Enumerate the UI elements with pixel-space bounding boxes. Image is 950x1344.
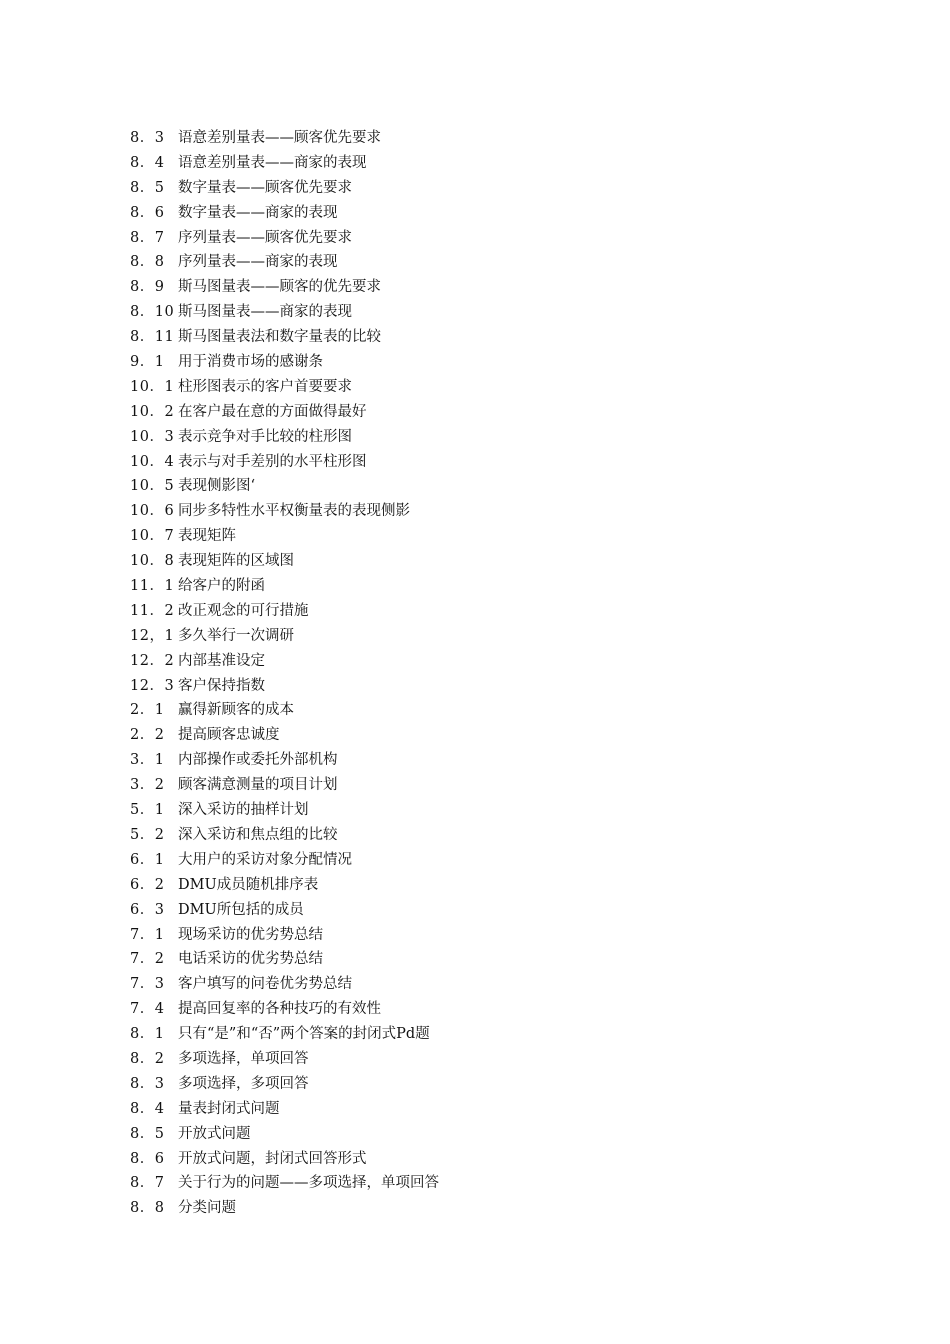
list-item [130, 250, 890, 275]
figure-number: 8．9 [130, 279, 165, 296]
list-item [130, 1022, 890, 1047]
list-item [130, 226, 890, 251]
figure-number: 11．1 [130, 578, 175, 595]
list-item [130, 997, 890, 1022]
list-item [130, 823, 890, 848]
list-item [130, 375, 890, 400]
list-item [130, 1122, 890, 1147]
figure-number: 8．1 [130, 1026, 165, 1043]
figure-number: 2．2 [130, 727, 165, 744]
figure-title: 斯马图量表法和数字量表的比较 [178, 329, 381, 346]
figure-title: 客户保持指数 [178, 677, 265, 694]
figure-list [130, 126, 890, 1221]
figure-title: 序列量表——商家的表现 [178, 254, 338, 271]
figure-title: 电话采访的优劣势总结 [178, 951, 323, 968]
list-item [130, 972, 890, 997]
list-item [130, 474, 890, 499]
list-item [130, 923, 890, 948]
figure-number: 8．3 [130, 130, 165, 146]
list-item [130, 624, 890, 649]
figure-number: 6．1 [130, 851, 165, 868]
figure-number: 2．1 [130, 702, 165, 719]
list-item [130, 425, 890, 450]
figure-number: 3．1 [130, 752, 165, 769]
list-item [130, 524, 890, 549]
list-item [130, 898, 890, 923]
figure-number: 11．2 [130, 602, 175, 619]
figure-title: 内部操作或委托外部机构 [178, 752, 338, 769]
figure-title: 表现矩阵 [178, 528, 236, 545]
list-item [130, 499, 890, 524]
figure-title: 关于行为的问题——多项选择，单项回答 [178, 1175, 439, 1192]
list-item [130, 599, 890, 624]
figure-number: 7．1 [130, 926, 165, 943]
figure-title: 内部基准设定 [178, 652, 265, 669]
figure-title: 表示竞争对手比较的柱形图 [178, 428, 352, 445]
figure-title: 表现矩阵的区域图 [178, 553, 294, 570]
list-item [130, 450, 890, 475]
list-item [130, 201, 890, 226]
figure-number: 7．4 [130, 1001, 165, 1018]
figure-title: 语意差别量表——商家的表现 [178, 154, 367, 171]
figure-number: 10．4 [130, 453, 175, 470]
figure-title: 赢得新顾客的成本 [178, 702, 294, 719]
figure-number: 8．6 [130, 1150, 165, 1167]
figure-title: 数字量表——顾客优先要求 [178, 179, 352, 196]
list-item [130, 674, 890, 699]
figure-number: 10．3 [130, 428, 175, 445]
figure-title: 只有“是”和“否”两个答案的封闭式Pd题 [178, 1026, 430, 1043]
figure-title: 提高顾客忠诚度 [178, 727, 280, 744]
figure-title: 表示与对手差别的水平柱形图 [178, 453, 367, 470]
figure-number: 8．4 [130, 154, 165, 171]
figure-title: 序列量表——顾客优先要求 [178, 229, 352, 246]
figure-number: 6．3 [130, 901, 165, 918]
figure-title: DMU所包括的成员 [178, 901, 304, 918]
figure-number: 5．1 [130, 802, 165, 819]
list-item [130, 350, 890, 375]
figure-title: 数字量表——商家的表现 [178, 204, 338, 221]
figure-number: 9．1 [130, 354, 165, 371]
figure-title: DMU成员随机排序表 [178, 876, 319, 893]
list-item [130, 649, 890, 674]
figure-number: 8．2 [130, 1050, 165, 1067]
figure-title: 语意差别量表——顾客优先要求 [178, 130, 381, 146]
figure-number: 8．6 [130, 204, 165, 221]
list-item [130, 748, 890, 773]
list-item [130, 947, 890, 972]
list-item [130, 275, 890, 300]
list-item [130, 400, 890, 425]
list-item [130, 1171, 890, 1196]
figure-title: 顾客满意测量的项目计划 [178, 777, 338, 794]
figure-title: 给客户的附函 [178, 578, 265, 595]
figure-number: 8．10 [130, 304, 175, 321]
figure-title: 提高回复率的各种技巧的有效性 [178, 1001, 381, 1018]
figure-title: 开放式问题 [178, 1125, 251, 1142]
list-item [130, 1196, 890, 1221]
list-item [130, 1097, 890, 1122]
figure-number: 12，1 [130, 627, 175, 644]
figure-number: 8．8 [130, 1200, 165, 1217]
figure-title: 同步多特性水平权衡量表的表现侧影 [178, 503, 410, 520]
figure-title: 用于消费市场的感谢条 [178, 354, 323, 371]
figure-title: 多久举行一次调研 [178, 627, 294, 644]
figure-title: 斯马图量表——顾客的优先要求 [178, 279, 381, 296]
figure-title: 改正观念的可行措施 [178, 602, 309, 619]
figure-title: 开放式问题，封闭式回答形式 [178, 1150, 367, 1167]
list-item [130, 1147, 890, 1172]
figure-number: 3．2 [130, 777, 165, 794]
figure-title: 柱形图表示的客户首要要求 [178, 378, 352, 395]
figure-number: 10．5 [130, 478, 175, 495]
figure-number: 12．3 [130, 677, 175, 694]
list-item [130, 773, 890, 798]
figure-number: 8．7 [130, 229, 165, 246]
figure-number: 8．4 [130, 1100, 165, 1117]
figure-title: 分类问题 [178, 1200, 236, 1217]
figure-number: 6．2 [130, 876, 165, 893]
figure-title: 斯马图量表——商家的表现 [178, 304, 352, 321]
list-item [130, 574, 890, 599]
figure-title: 现场采访的优劣势总结 [178, 926, 323, 943]
figure-number: 8．8 [130, 254, 165, 271]
list-item [130, 698, 890, 723]
list-item [130, 176, 890, 201]
figure-number: 10．1 [130, 378, 175, 395]
list-item [130, 1072, 890, 1097]
figure-number: 8．5 [130, 1125, 165, 1142]
list-item [130, 300, 890, 325]
list-item [130, 723, 890, 748]
list-item [130, 873, 890, 898]
list-item [130, 549, 890, 574]
figure-title: 多项选择，单项回答 [178, 1050, 309, 1067]
figure-title: 客户填写的问卷优劣势总结 [178, 976, 352, 993]
figure-number: 10．7 [130, 528, 175, 545]
figure-title: 量表封闭式问题 [178, 1100, 280, 1117]
figure-number: 8．3 [130, 1075, 165, 1092]
list-item [130, 848, 890, 873]
figure-number: 8．5 [130, 179, 165, 196]
figure-number: 7．2 [130, 951, 165, 968]
list-item [130, 325, 890, 350]
figure-title: 深入采访和焦点组的比较 [178, 826, 338, 843]
list-item [130, 1047, 890, 1072]
list-item [130, 151, 890, 176]
figure-number: 10．8 [130, 553, 175, 570]
figure-title: 表现侧影图‘ [178, 478, 256, 495]
figure-title: 深入采访的抽样计划 [178, 802, 309, 819]
list-item [130, 126, 890, 151]
figure-number: 5．2 [130, 826, 165, 843]
figure-number: 10．6 [130, 503, 175, 520]
figure-number: 10．2 [130, 403, 175, 420]
figure-title: 多项选择，多项回答 [178, 1075, 309, 1092]
figure-number: 8．11 [130, 329, 175, 346]
list-item [130, 798, 890, 823]
figure-title: 在客户最在意的方面做得最好 [178, 403, 367, 420]
figure-number: 7．3 [130, 976, 165, 993]
figure-number: 8．7 [130, 1175, 165, 1192]
figure-title: 大用户的采访对象分配情况 [178, 851, 352, 868]
figure-number: 12．2 [130, 652, 175, 669]
